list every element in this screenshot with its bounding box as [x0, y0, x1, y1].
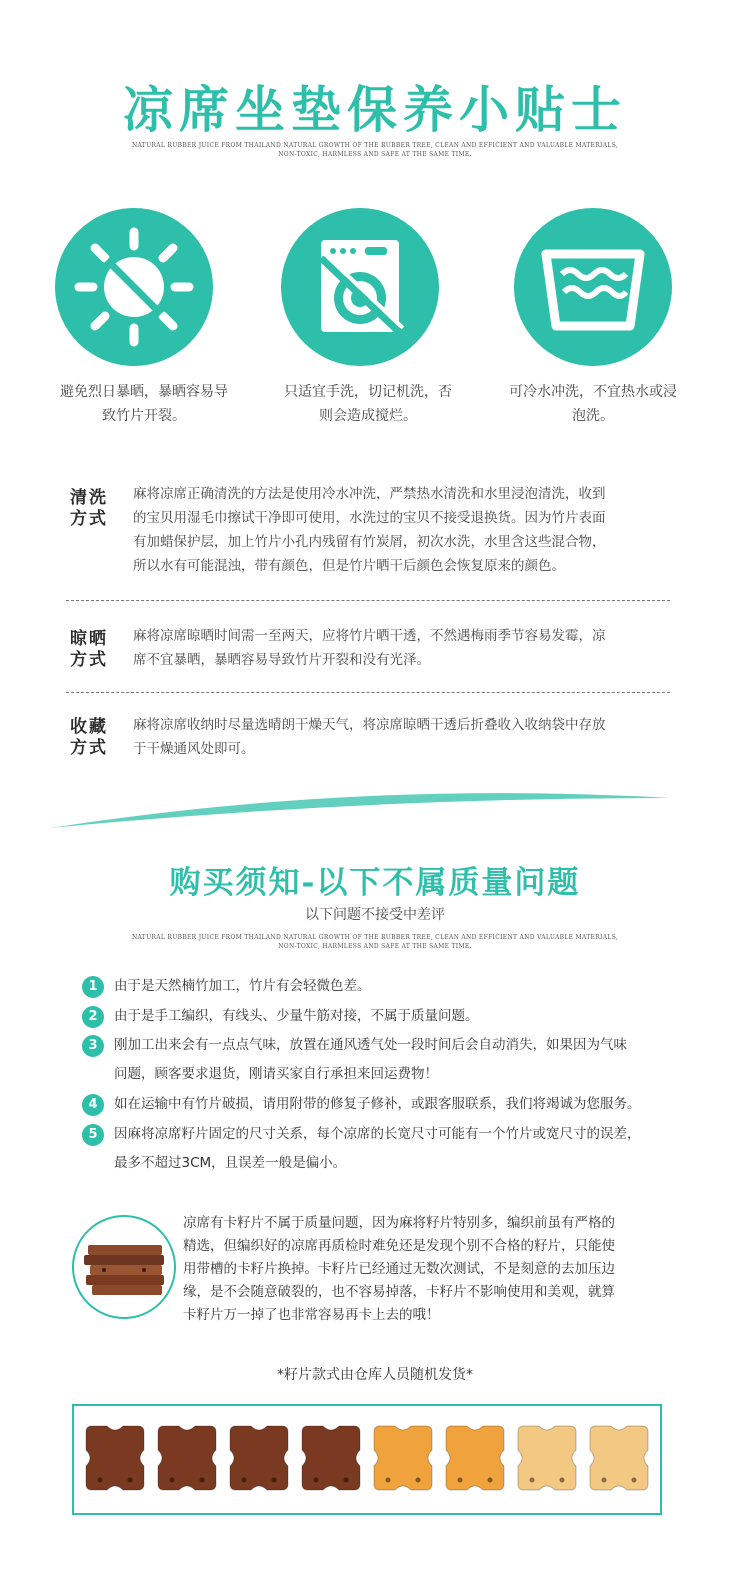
- item-line: 刚加工出来会有一点点气味，放置在通风透气处一段时间后会自动消失，如果因为气味: [114, 1037, 627, 1053]
- text-line: 麻将凉席收纳时尽量选晴朗干燥天气，将凉席晾晒干透后折叠收入收纳袋中存放: [133, 717, 606, 733]
- fine-print-line-1: NATURAL RUBBER JUICE FROM THAILAND NATURAL GROWTH OF THE RUBBER TREE, CLEAN AND EFFICIENT AND VALUABLE MATERIALS,: [131, 142, 619, 149]
- fine-print-line-2: NON-TOXIC, HARMLESS AND SAFE AT THE SAME TIME.: [278, 151, 472, 158]
- section-text-cleaning: [133, 482, 668, 578]
- text-line: 麻将凉席正确清洗的方法是使用冷水冲洗，严禁热水清洗和水里浸泡清洗，收到: [133, 486, 606, 502]
- label-line: 收藏: [70, 717, 108, 737]
- caption-line: 可冷水冲洗，不宜热水或浸: [509, 384, 677, 400]
- item-number: 2: [82, 1006, 104, 1028]
- caption-line: 泡洗。: [572, 408, 614, 424]
- text-line: 所以水有可能混浊，带有颜色，但是竹片晒干后颜色会恢复原来的颜色。: [133, 558, 565, 574]
- label-line: 方式: [70, 650, 108, 670]
- purchase-subtitle: 以下问题不接受中差评: [305, 907, 445, 923]
- label-line: 方式: [70, 738, 108, 758]
- note-line: 用带槽的卡籽片换掉。卡籽片已经通过无数次测试，不是刻意的去加压边: [183, 1261, 615, 1277]
- note-line: 缘，是不会随意破裂的，也不容易掉落，卡籽片不影响使用和美观，就算: [183, 1284, 615, 1300]
- text-line: 的宝贝用湿毛巾擦试干净即可使用，水洗过的宝贝不接受退换货。因为竹片表面: [133, 510, 606, 526]
- caption-line: 致竹片开裂。: [102, 408, 186, 424]
- item-number: 1: [82, 976, 104, 998]
- stacked-chips-photo: [72, 1215, 176, 1319]
- text-line: 有加蜡保护层，加上竹片小孔内残留有竹炭屑，初次水洗，水里含这些混合物，: [133, 534, 606, 550]
- chip-sample: [158, 1426, 216, 1490]
- label-line: 晾晒: [70, 629, 108, 649]
- no-washing-machine-icon: [281, 208, 439, 366]
- notice-item-1: [114, 972, 674, 1001]
- item-number: 3: [82, 1035, 104, 1057]
- section-label-storage: [70, 717, 114, 759]
- caption-line: 避免烈日暴晒，暴晒容易导: [60, 384, 228, 400]
- caption-line: 只适宜手洗，切记机洗，否: [284, 384, 452, 400]
- chip-sample: [590, 1426, 648, 1490]
- item-line: 由于是手工编织，有线头、少量牛筋对接，不属于质量问题。: [114, 1008, 479, 1024]
- notice-item-3: [114, 1031, 674, 1089]
- item-line: 最多不超过3CM，且误差一般是偏小。: [114, 1155, 347, 1171]
- decorative-swoosh: [40, 780, 680, 840]
- page-title: 凉席坐垫保养小贴士: [123, 80, 627, 139]
- chip-sample: [302, 1426, 360, 1490]
- chip-sample: [230, 1426, 288, 1490]
- item-number: 5: [82, 1124, 104, 1146]
- chip-samples: [74, 1406, 660, 1513]
- divider: [66, 692, 670, 693]
- text-line: 席不宜暴晒，暴晒容易导致竹片开裂和没有光泽。: [133, 652, 430, 668]
- chip-sample: [86, 1426, 144, 1490]
- item-number: 4: [82, 1094, 104, 1116]
- notice-item-5: [114, 1120, 674, 1178]
- section-label-drying: [70, 629, 114, 671]
- text-line: 麻将凉席晾晒时间需一至两天，应将竹片晒干透，不然遇梅雨季节容易发霉，凉: [133, 628, 606, 644]
- note-line: 精选，但编织好的凉席再质检时难免还是发现个别不合格的籽片，只能使: [183, 1238, 615, 1254]
- fine-print-line-1: NATURAL RUBBER JUICE FROM THAILAND NATURAL GROWTH OF THE RUBBER TREE, CLEAN AND EFFICIENT AND VALUABLE MATERIALS,: [131, 934, 619, 941]
- section-label-cleaning: [70, 488, 114, 530]
- text-line: 于干燥通风处即可。: [133, 741, 255, 757]
- cold-water-wash-icon: [514, 208, 672, 366]
- divider: [66, 600, 670, 601]
- item-line: 因麻将凉席籽片固定的尺寸关系，每个凉席的长宽尺寸可能有一个竹片或宽尺寸的误差，: [114, 1126, 641, 1142]
- label-line: 方式: [70, 509, 108, 529]
- caption-cold-water: [488, 380, 698, 428]
- caption-hand-wash: [263, 380, 473, 428]
- notice-item-4: [114, 1090, 674, 1119]
- no-sun-icon: [55, 208, 213, 366]
- chip-sample: [518, 1426, 576, 1490]
- caption-no-sun: [39, 380, 249, 428]
- section-text-storage: [133, 713, 668, 761]
- note-line: 卡籽片万一掉了也非常容易再卡上去的哦！: [183, 1307, 440, 1323]
- note-line: 凉席有卡籽片不属于质量问题，因为麻将籽片特别多，编织前虽有严格的: [183, 1215, 615, 1231]
- random-shipping-note: *籽片款式由仓库人员随机发货*: [277, 1367, 473, 1383]
- chip-note: [183, 1212, 653, 1327]
- chip-sample: [446, 1426, 504, 1490]
- section-text-drying: [133, 624, 668, 672]
- item-line: 如在运输中有竹片破损，请用附带的修复子修补，或跟客服联系，我们将竭诚为您服务。: [114, 1096, 641, 1112]
- chip-sample: [374, 1426, 432, 1490]
- item-line: 由于是天然楠竹加工，竹片有会轻微色差。: [114, 978, 371, 994]
- caption-line: 则会造成搅烂。: [319, 408, 417, 424]
- chip-samples-frame: [72, 1404, 662, 1515]
- label-line: 清洗: [70, 488, 108, 508]
- purchase-title: 购买须知-以下不属质量问题: [169, 865, 581, 901]
- notice-item-2: [114, 1002, 674, 1031]
- fine-print-line-2: NON-TOXIC, HARMLESS AND SAFE AT THE SAME TIME.: [278, 943, 472, 950]
- item-line: 问题，顾客要求退货，刚请买家自行承担来回运费物！: [114, 1066, 438, 1082]
